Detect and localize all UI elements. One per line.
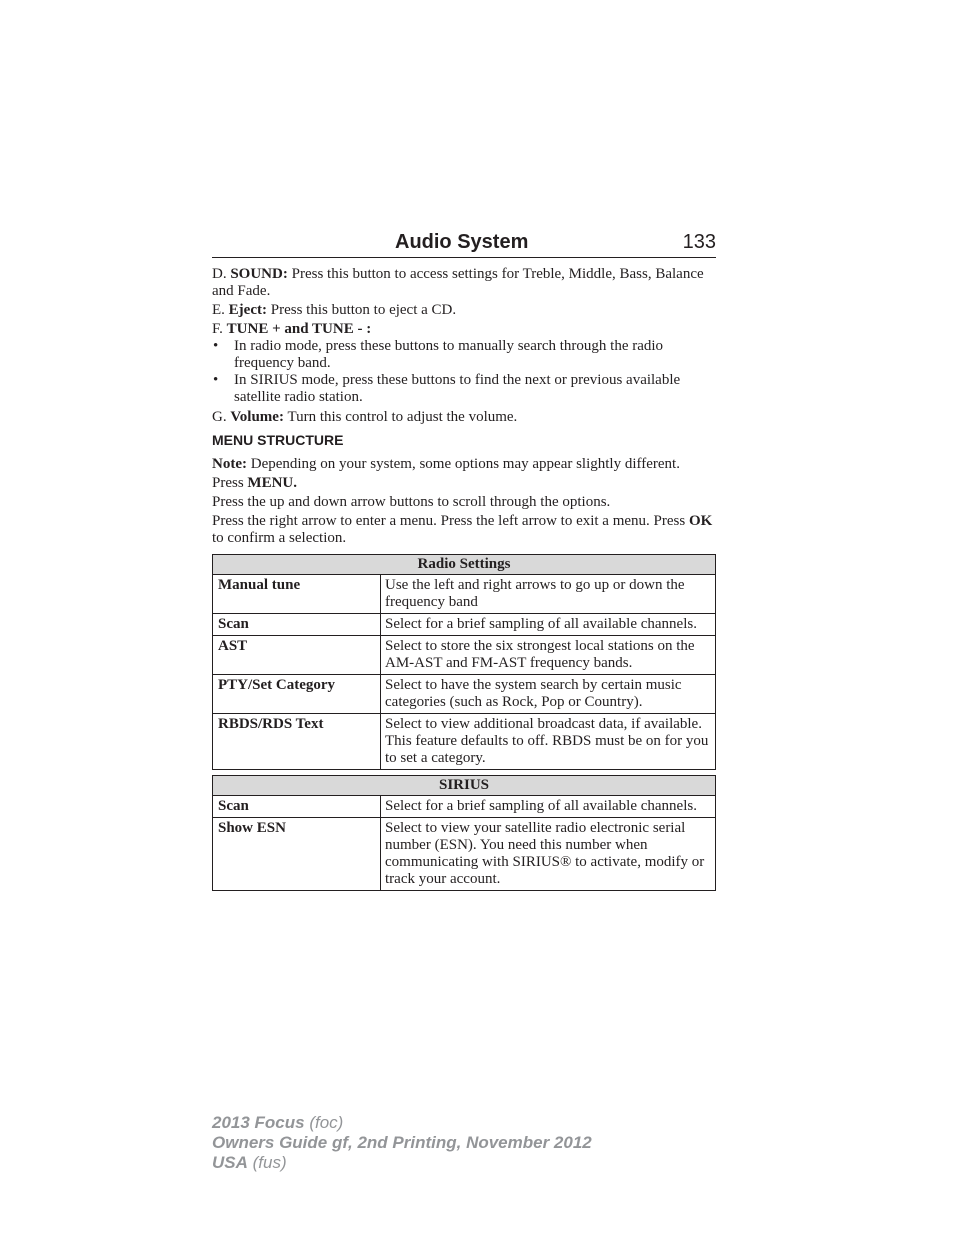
table-row: Scan Select for a brief sampling of all available channels. (213, 796, 716, 818)
sirius-table (212, 775, 716, 891)
item-sound-term: SOUND: (230, 266, 288, 282)
page-footer (212, 1113, 592, 1173)
table-header-row (213, 776, 716, 796)
item-tune: F. TUNE + and TUNE - : (212, 321, 372, 337)
item-eject: E. Eject: Press this button to eject a CD. (212, 302, 457, 318)
item-sound: D. SOUND: Press this button to access settings for Treble, Middle, Bass, Balance and Fade. (212, 266, 704, 299)
table-row: AST Select to store the six strongest local stations on the AM-AST and FM-AST frequency bands. (213, 636, 716, 675)
radio-settings-header: Radio Settings (213, 555, 716, 575)
sirius-header: SIRIUS (213, 776, 716, 796)
item-eject-term: Eject: (228, 302, 267, 318)
list-item: • In SIRIUS mode, press these buttons to find the next or previous available satellite radio station. (213, 372, 681, 405)
table-row: RBDS/RDS Text Select to view additional broadcast data, if available. This feature defaults to off. RBDS must be on for you to set a category. (213, 714, 716, 770)
page-header (212, 229, 716, 258)
scroll-paragraph: Press the up and down arrow buttons to scroll through the options. (212, 494, 611, 510)
page-content (212, 266, 716, 896)
page-number: 133 (682, 231, 716, 253)
table-row: PTY/Set Category Select to have the system search by certain music categories (such as Rock, Pop or Country). (213, 675, 716, 714)
tune-bullet-list (212, 338, 716, 406)
item-volume: G. Volume: Turn this control to adjust the volume. (212, 409, 518, 425)
note-paragraph: Note: Depending on your system, some options may appear slightly different. (212, 456, 680, 472)
footer-region-line: USA (fus) (212, 1153, 287, 1172)
radio-settings-table (212, 554, 716, 770)
footer-guide-line: Owners Guide gf, 2nd Printing, November 2012 (212, 1133, 592, 1152)
list-item: • In radio mode, press these buttons to manually search through the radio frequency band. (213, 338, 664, 371)
enter-exit-paragraph: Press the right arrow to enter a menu. Press the left arrow to exit a menu. Press OK to confirm a selection. (212, 513, 713, 546)
footer-model-line: 2013 Focus (foc) (212, 1113, 344, 1132)
item-tune-term: TUNE + and TUNE - : (226, 321, 372, 337)
menu-structure-heading: MENU STRUCTURE (212, 432, 344, 448)
table-header-row (213, 555, 716, 575)
section-title: Audio System (395, 231, 529, 253)
bullet-icon: • (213, 338, 219, 354)
press-menu-paragraph: Press MENU. (212, 475, 297, 491)
bullet-icon: • (213, 372, 219, 388)
table-row: Manual tune Use the left and right arrows to go up or down the frequency band (213, 575, 716, 614)
table-row: Scan Select for a brief sampling of all available channels. (213, 614, 716, 636)
table-row: Show ESN Select to view your satellite radio electronic serial number (ESN). You need this number when communicating with SIRIUS® to activate, modify or track your account. (213, 818, 716, 891)
item-volume-term: Volume: (230, 409, 284, 425)
